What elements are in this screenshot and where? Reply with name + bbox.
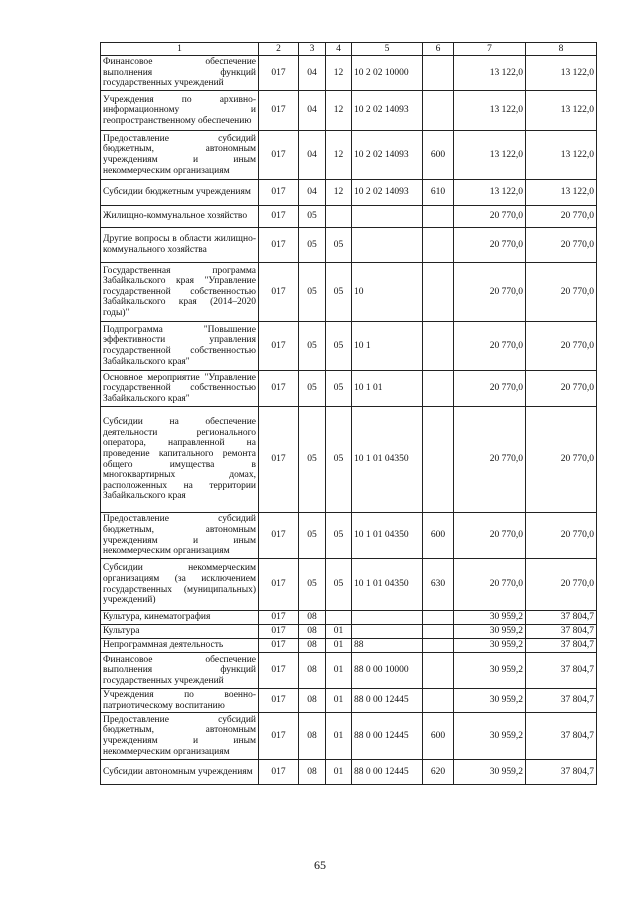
item-name-cell: Жилищно-коммунальное хозяйство [101, 206, 259, 228]
table-row [101, 513, 597, 559]
item-name-cell: Основное мероприятие "Управление государственной собственностью Забайкальского края" [101, 371, 259, 407]
subsection-code-cell: 05 [326, 559, 352, 611]
amount-cell: 30 959,2 [454, 611, 526, 625]
target-article-cell [352, 625, 423, 639]
table-row [101, 206, 597, 228]
amount-cell: 30 959,2 [454, 689, 526, 713]
table-row [101, 131, 597, 180]
section-code-cell: 08 [299, 625, 326, 639]
amount-cell: 20 770,0 [526, 407, 597, 513]
expense-type-cell [423, 263, 454, 322]
budget-table [100, 42, 597, 785]
item-name-cell: Субсидии на обеспечение деятельности регионального оператора, направленной на проведение капитального ремонта общего имущества в многоквартирных домах, расположенных на территории Забайкальского края [101, 407, 259, 513]
item-name-cell: Субсидии бюджетным учреждениям [101, 180, 259, 206]
table-row [101, 611, 597, 625]
section-code-cell: 05 [299, 322, 326, 371]
section-code-cell: 05 [299, 513, 326, 559]
amount-cell: 30 959,2 [454, 625, 526, 639]
section-code-cell: 05 [299, 263, 326, 322]
expense-type-cell [423, 653, 454, 689]
subsection-code-cell: 05 [326, 263, 352, 322]
amount-cell: 37 804,7 [526, 689, 597, 713]
amount-cell: 20 770,0 [526, 371, 597, 407]
header-cell: 3 [299, 43, 326, 56]
ministry-code-cell: 017 [259, 263, 299, 322]
amount-cell: 20 770,0 [526, 206, 597, 228]
ministry-code-cell: 017 [259, 513, 299, 559]
subsection-code-cell: 01 [326, 689, 352, 713]
amount-cell: 37 804,7 [526, 639, 597, 653]
expense-type-cell: 610 [423, 180, 454, 206]
amount-cell: 13 122,0 [526, 56, 597, 91]
target-article-cell: 10 1 01 04350 [352, 407, 423, 513]
amount-cell: 13 122,0 [454, 56, 526, 91]
amount-cell: 20 770,0 [454, 322, 526, 371]
section-code-cell: 08 [299, 639, 326, 653]
table-row [101, 559, 597, 611]
item-name-cell: Культура [101, 625, 259, 639]
amount-cell: 20 770,0 [526, 228, 597, 263]
table-row [101, 228, 597, 263]
amount-cell: 13 122,0 [526, 180, 597, 206]
item-name-cell: Культура, кинематография [101, 611, 259, 625]
table-row [101, 371, 597, 407]
amount-cell: 13 122,0 [454, 91, 526, 131]
target-article-cell [352, 228, 423, 263]
subsection-code-cell: 12 [326, 131, 352, 180]
amount-cell: 30 959,2 [454, 713, 526, 760]
target-article-cell: 88 0 00 10000 [352, 653, 423, 689]
target-article-cell: 10 2 02 14093 [352, 131, 423, 180]
amount-cell: 20 770,0 [454, 407, 526, 513]
amount-cell: 13 122,0 [454, 131, 526, 180]
amount-cell: 37 804,7 [526, 611, 597, 625]
target-article-cell: 88 0 00 12445 [352, 689, 423, 713]
subsection-code-cell: 01 [326, 760, 352, 785]
subsection-code-cell: 01 [326, 713, 352, 760]
amount-cell: 13 122,0 [454, 180, 526, 206]
section-code-cell: 04 [299, 56, 326, 91]
subsection-code-cell: 01 [326, 653, 352, 689]
item-name-cell: Субсидии автономным учреждениям [101, 760, 259, 785]
amount-cell: 20 770,0 [454, 513, 526, 559]
header-cell: 4 [326, 43, 352, 56]
item-name-cell: Предоставление субсидий бюджетным, автономным учреждениям и иным некоммерческим организациям [101, 713, 259, 760]
subsection-code-cell: 12 [326, 180, 352, 206]
table-row [101, 407, 597, 513]
amount-cell: 37 804,7 [526, 713, 597, 760]
amount-cell: 20 770,0 [454, 263, 526, 322]
item-name-cell: Учреждения по военно-патриотическому воспитанию [101, 689, 259, 713]
ministry-code-cell: 017 [259, 625, 299, 639]
expense-type-cell [423, 56, 454, 91]
ministry-code-cell: 017 [259, 228, 299, 263]
target-article-cell: 10 1 01 04350 [352, 559, 423, 611]
ministry-code-cell: 017 [259, 131, 299, 180]
ministry-code-cell: 017 [259, 760, 299, 785]
subsection-code-cell [326, 206, 352, 228]
target-article-cell: 10 2 02 14093 [352, 180, 423, 206]
item-name-cell: Финансовое обеспечение выполнения функций государственных учреждений [101, 653, 259, 689]
table-row [101, 653, 597, 689]
header-cell: 5 [352, 43, 423, 56]
ministry-code-cell: 017 [259, 322, 299, 371]
amount-cell: 20 770,0 [454, 371, 526, 407]
item-name-cell: Предоставление субсидий бюджетным, автономным учреждениям и иным некоммерческим организациям [101, 131, 259, 180]
item-name-cell: Другие вопросы в области жилищно-коммунального хозяйства [101, 228, 259, 263]
target-article-cell: 10 1 01 [352, 371, 423, 407]
section-code-cell: 05 [299, 371, 326, 407]
ministry-code-cell: 017 [259, 559, 299, 611]
section-code-cell: 04 [299, 131, 326, 180]
section-code-cell: 05 [299, 407, 326, 513]
ministry-code-cell: 017 [259, 611, 299, 625]
table-row [101, 263, 597, 322]
expense-type-cell: 600 [423, 131, 454, 180]
section-code-cell: 08 [299, 653, 326, 689]
amount-cell: 30 959,2 [454, 653, 526, 689]
target-article-cell: 10 1 01 04350 [352, 513, 423, 559]
table-body [101, 43, 597, 785]
section-code-cell: 08 [299, 611, 326, 625]
ministry-code-cell: 017 [259, 56, 299, 91]
ministry-code-cell: 017 [259, 206, 299, 228]
section-code-cell: 05 [299, 228, 326, 263]
subsection-code-cell: 12 [326, 91, 352, 131]
section-code-cell: 04 [299, 180, 326, 206]
expense-type-cell [423, 611, 454, 625]
target-article-cell: 88 0 00 12445 [352, 713, 423, 760]
amount-cell: 13 122,0 [526, 91, 597, 131]
amount-cell: 20 770,0 [526, 322, 597, 371]
section-code-cell: 05 [299, 206, 326, 228]
table-row [101, 91, 597, 131]
ministry-code-cell: 017 [259, 407, 299, 513]
subsection-code-cell: 05 [326, 513, 352, 559]
expense-type-cell: 600 [423, 713, 454, 760]
section-code-cell: 08 [299, 713, 326, 760]
subsection-code-cell: 05 [326, 228, 352, 263]
expense-type-cell [423, 371, 454, 407]
subsection-code-cell [326, 611, 352, 625]
expense-type-cell: 620 [423, 760, 454, 785]
ministry-code-cell: 017 [259, 180, 299, 206]
table-row [101, 180, 597, 206]
amount-cell: 30 959,2 [454, 760, 526, 785]
item-name-cell: Государственная программа Забайкальского края "Управление государственной собственностью Забайкальского края (2014–2020 годы)" [101, 263, 259, 322]
table-row [101, 322, 597, 371]
amount-cell: 37 804,7 [526, 760, 597, 785]
expense-type-cell [423, 625, 454, 639]
expense-type-cell [423, 206, 454, 228]
target-article-cell [352, 206, 423, 228]
target-article-cell: 88 [352, 639, 423, 653]
header-cell: 8 [526, 43, 597, 56]
table-row [101, 689, 597, 713]
amount-cell: 13 122,0 [526, 131, 597, 180]
amount-cell: 20 770,0 [454, 206, 526, 228]
header-cell: 7 [454, 43, 526, 56]
subsection-code-cell: 01 [326, 639, 352, 653]
amount-cell: 20 770,0 [526, 559, 597, 611]
header-cell: 1 [101, 43, 259, 56]
item-name-cell: Подпрограмма "Повышение эффективности управления государственной собственностью Забайкальского края" [101, 322, 259, 371]
ministry-code-cell: 017 [259, 713, 299, 760]
ministry-code-cell: 017 [259, 371, 299, 407]
amount-cell: 37 804,7 [526, 653, 597, 689]
expense-type-cell [423, 639, 454, 653]
amount-cell: 20 770,0 [526, 263, 597, 322]
expense-type-cell [423, 91, 454, 131]
target-article-cell [352, 611, 423, 625]
amount-cell: 20 770,0 [454, 559, 526, 611]
ministry-code-cell: 017 [259, 653, 299, 689]
ministry-code-cell: 017 [259, 689, 299, 713]
page-number: 65 [314, 858, 326, 872]
table-row [101, 56, 597, 91]
table-row [101, 625, 597, 639]
header-row [101, 43, 597, 56]
subsection-code-cell: 01 [326, 625, 352, 639]
ministry-code-cell: 017 [259, 91, 299, 131]
table-row [101, 713, 597, 760]
section-code-cell: 08 [299, 760, 326, 785]
expense-type-cell [423, 228, 454, 263]
expense-type-cell: 630 [423, 559, 454, 611]
item-name-cell: Финансовое обеспечение выполнения функций государственных учреждений [101, 56, 259, 91]
target-article-cell: 10 2 02 14093 [352, 91, 423, 131]
header-cell: 6 [423, 43, 454, 56]
section-code-cell: 08 [299, 689, 326, 713]
amount-cell: 37 804,7 [526, 625, 597, 639]
table-row [101, 639, 597, 653]
ministry-code-cell: 017 [259, 639, 299, 653]
section-code-cell: 05 [299, 559, 326, 611]
expense-type-cell [423, 689, 454, 713]
item-name-cell: Субсидии некоммерческим организациям (за исключением государственных (муниципальных) учреждений) [101, 559, 259, 611]
subsection-code-cell: 05 [326, 322, 352, 371]
header-cell: 2 [259, 43, 299, 56]
target-article-cell: 10 2 02 10000 [352, 56, 423, 91]
target-article-cell: 10 1 [352, 322, 423, 371]
section-code-cell: 04 [299, 91, 326, 131]
subsection-code-cell: 05 [326, 371, 352, 407]
expense-type-cell: 600 [423, 513, 454, 559]
subsection-code-cell: 12 [326, 56, 352, 91]
expense-type-cell [423, 322, 454, 371]
table-row [101, 760, 597, 785]
amount-cell: 30 959,2 [454, 639, 526, 653]
item-name-cell: Непрограммная деятельность [101, 639, 259, 653]
target-article-cell: 88 0 00 12445 [352, 760, 423, 785]
subsection-code-cell: 05 [326, 407, 352, 513]
target-article-cell: 10 [352, 263, 423, 322]
amount-cell: 20 770,0 [526, 513, 597, 559]
amount-cell: 20 770,0 [454, 228, 526, 263]
item-name-cell: Учреждения по архивно-информационному и геопространственному обеспечению [101, 91, 259, 131]
item-name-cell: Предоставление субсидий бюджетным, автономным учреждениям и иным некоммерческим организациям [101, 513, 259, 559]
expense-type-cell [423, 407, 454, 513]
